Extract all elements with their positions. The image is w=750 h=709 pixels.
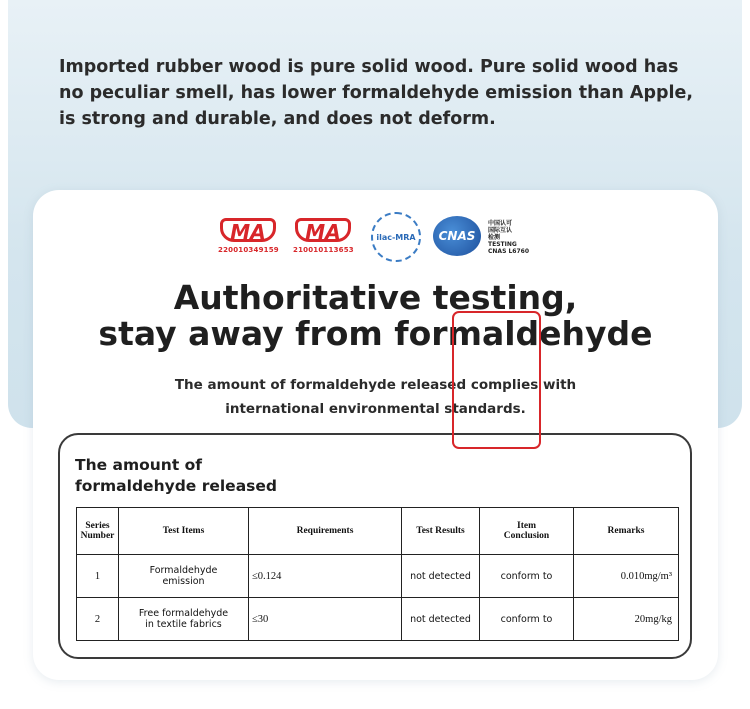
cell-remarks: 0.010mg/m³: [574, 555, 679, 598]
cell-test-item: Formaldehyde emission: [119, 555, 249, 598]
cell-test-result: not detected: [402, 598, 480, 641]
cnas-mark: CNAS: [433, 216, 481, 256]
test-report-box: [58, 433, 692, 659]
conclusion-highlight-box: [452, 311, 541, 449]
page-title: Authoritative testing, stay away from formaldehyde: [98, 278, 653, 353]
cnas-logo: [433, 216, 553, 260]
cell-conclusion: conform to: [480, 555, 574, 598]
cma-number: 210010113653: [293, 246, 354, 254]
certification-logos: [33, 190, 718, 270]
cma-number: 220010349159: [218, 246, 279, 254]
cell-conclusion: conform to: [480, 598, 574, 641]
cell-test-result: not detected: [402, 555, 480, 598]
cell-series-number: 1: [77, 555, 119, 598]
testing-card: [33, 190, 718, 680]
cnas-text: 中国认可 国际互认 检测 TESTING CNAS L6760: [488, 220, 530, 255]
table-row: [77, 598, 679, 641]
cell-test-item: Free formaldehyde in textile fabrics: [119, 598, 249, 641]
cma-mark: MA: [220, 218, 276, 242]
cell-series-number: 2: [77, 598, 119, 641]
cma-logo-1: [218, 218, 278, 254]
header-test-results: Test Results: [402, 508, 480, 555]
ilac-mra-logo: ilac-MRA: [371, 212, 421, 262]
cell-requirement: ≤30: [249, 598, 402, 641]
header-remarks: Remarks: [574, 508, 679, 555]
subtitle: The amount of formaldehyde released complies with international environmental standards.: [174, 377, 577, 417]
intro-text: Imported rubber wood is pure solid wood. Pure solid wood has no peculiar smell, has lower formaldehyde emission than Apple, is strong and durable, and does not deform.: [59, 57, 694, 129]
report-title: The amount of formaldehyde released: [75, 456, 277, 495]
cell-remarks: 20mg/kg: [574, 598, 679, 641]
cma-logo-2: [293, 218, 353, 254]
cell-requirement: ≤0.124: [249, 555, 402, 598]
table-header-row: [77, 508, 679, 555]
test-results-table: [76, 507, 679, 641]
cma-mark: MA: [295, 218, 351, 242]
header-test-items: Test Items: [119, 508, 249, 555]
header-series-number: Series Number: [77, 508, 119, 555]
header-requirements: Requirements: [249, 508, 402, 555]
table-row: [77, 555, 679, 598]
header-item-conclusion: Item Conclusion: [480, 508, 574, 555]
